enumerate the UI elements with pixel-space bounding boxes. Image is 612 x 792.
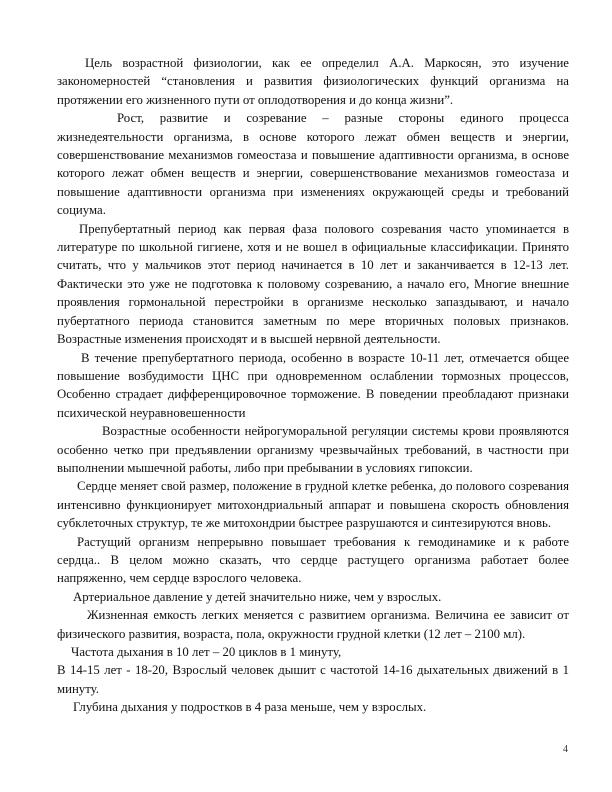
paragraph-heart: Сердце меняет свой размер, положение в грудной клетке ребенка, до полового созревания интенсивно функционирует митохондриальный аппарат и повышена скорость обновления субклеточных структур, те же митохондрии быстрее разрушаются и синтезируются вновь. [57,479,569,531]
paragraph-blood-pressure: Артериальное давление у детей значительно ниже, чем у взрослых. [73,589,442,604]
paragraph-hemodynamics: Растущий организм непрерывно повышает требования к гемодинамике и к работе сердца.. В целом можно сказать, что сердце растущего организма работает более напряженно, чем сердце взрослого человека. [57,534,569,586]
paragraph-growth: Рост, развитие и созревание – разные стороны единого процесса жизнедеятельности организма, в основе которого лежат обмен веществ и энергии, совершенствование механизмов гомеостаза и повышение адаптивности организма, в основе которого лежат обмен веществ и энергии, совершенствование механизмов гомеостаза и повышение адаптивности организма при изменениях окружающей среды и требований социума. [57,111,569,218]
paragraph-prepubertal: Препубертатный период как первая фаза полового созревания часто упоминается в литературе по школьной гигиене, хотя и не вошел в официальные классификации. Принято считать, что у мальчиков этот период начинается в 10 лет и заканчивается в 12-13 лет. Фактически это уже не подготовка к половому созреванию, а начало его, Многие внешние проявления гормональной перестройки в организме несколько запаздывают, и начало пубертатного периода становится заметным по мере вторичных половых признаков. Возрастные изменения происходят и в высшей нервной деятельности. [57,221,569,347]
paragraph-purpose: Цель возрастной физиологии, как ее определил А.А. Маркосян, это изучение закономерностей “становления и развития физиологических функций организма на протяжении его жизненного пути от оплодотворения и до конца жизни”. [57,56,569,107]
paragraph-blood-regulation: Возрастные особенности нейрогуморальной регуляции системы крови проявляются особенно четко при предъявлении организму чрезвычайных требований, в частности при выполнении мышечной работы, либо при пребывании в условиях гипоксии. [57,424,569,475]
paragraph-breathing-depth: Глубина дыхания у подростков в 4 раза меньше, чем у взрослых. [73,700,427,715]
paragraph-cns: В течение препубертатного периода, особенно в возрасте 10-11 лет, отмечается общее повышение возбудимости ЦНС при одновременном ослаблении тормозных процессов, Особенно страдает дифференцировочное торможение. В поведении преобладают признаки психической неуравновешенности [57,350,569,420]
page-number: 4 [563,744,568,755]
paragraph-breathing-rate: Частота дыхания в 10 лет – 20 циклов в 1 минуту, [71,645,342,659]
document-page [57,54,569,717]
paragraph-adult-breathing: В 14-15 лет - 18-20, Взрослый человек дышит с частотой 14-16 дыхательных движений в 1 минуту. [57,663,569,696]
paragraph-lung-capacity: Жизненная емкость легких меняется с развитием организма. Величина ее зависит от физического развития, возраста, пола, окружности грудной клетки (12 лет – 2100 мл). [57,608,569,641]
